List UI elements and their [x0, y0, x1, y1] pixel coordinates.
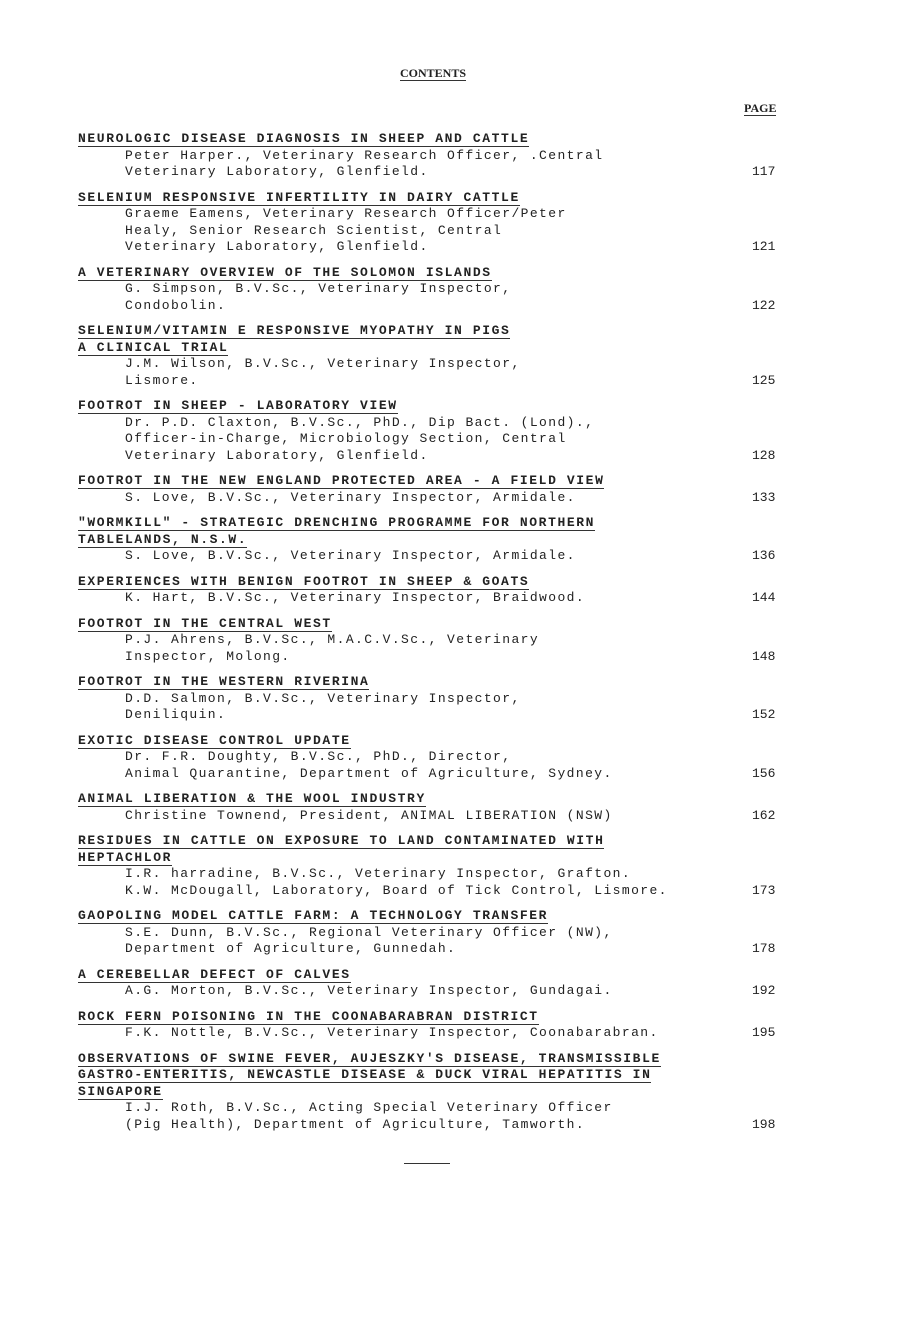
entry-title-line: EXPERIENCES WITH BENIGN FOOTROT IN SHEEP & GOATS	[78, 573, 530, 589]
entry-page-number: 198	[752, 1116, 776, 1132]
author-line: I.R. harradine, B.V.Sc., Veterinary Inspector, Grafton.	[125, 866, 632, 881]
toc-entry	[78, 190, 788, 256]
entry-title-line: ANIMAL LIBERATION & THE WOOL INDUSTRY	[78, 791, 426, 806]
entry-title	[78, 1009, 788, 1026]
entry-body	[78, 749, 788, 782]
toc-entry	[78, 967, 788, 1000]
entry-title	[78, 674, 788, 691]
entry-authors	[78, 749, 613, 782]
entry-title	[78, 833, 788, 866]
entry-authors	[78, 1025, 659, 1042]
entry-authors	[78, 925, 613, 958]
author-line: K. Hart, B.V.Sc., Veterinary Inspector, Braidwood.	[125, 590, 586, 605]
entry-body	[78, 206, 788, 256]
entry-title	[78, 574, 788, 591]
entry-title	[78, 1051, 788, 1101]
entry-authors	[78, 148, 603, 181]
entry-body	[78, 356, 788, 389]
entry-page-number: 195	[752, 1025, 776, 1040]
toc-entry	[78, 674, 788, 724]
entry-title	[78, 265, 788, 282]
entry-authors	[78, 632, 539, 665]
entry-title-line: OBSERVATIONS OF SWINE FEVER, AUJESZKY'S DISEASE, TRANSMISSIBLE	[78, 1050, 661, 1066]
entry-title	[78, 515, 788, 548]
author-line: D.D. Salmon, B.V.Sc., Veterinary Inspector,	[125, 690, 521, 706]
author-line: K.W. McDougall, Laboratory, Board of Tick Control, Lismore.	[125, 882, 668, 898]
entry-title	[78, 398, 788, 415]
entry-page-number: 117	[752, 164, 776, 179]
author-line: (Pig Health), Department of Agriculture, Tamworth.	[125, 1116, 586, 1132]
author-line: Peter Harper., Veterinary Research Officer, .Central	[125, 147, 604, 163]
entry-title-line: RESIDUES IN CATTLE ON EXPOSURE TO LAND CONTAMINATED WITH	[78, 833, 605, 848]
entry-title	[78, 733, 788, 750]
entry-page-number: 162	[752, 807, 776, 823]
toc-entry	[78, 398, 788, 464]
entry-authors	[78, 281, 511, 314]
entry-authors	[78, 206, 567, 256]
table-of-contents	[78, 131, 788, 1142]
entry-title-line: FOOTROT IN THE NEW ENGLAND PROTECTED AREA - A FIELD VIEW	[78, 473, 605, 488]
entry-authors	[78, 356, 521, 389]
author-line: I.J. Roth, B.V.Sc., Acting Special Veterinary Officer	[125, 1100, 613, 1115]
author-line: Inspector, Molong.	[125, 648, 291, 664]
author-line: Condobolin.	[125, 297, 227, 313]
entry-page-number: 136	[752, 548, 776, 563]
author-line: Dr. F.R. Doughty, B.V.Sc., PhD., Director,	[125, 749, 512, 764]
entry-authors	[78, 1100, 613, 1133]
toc-entry	[78, 574, 788, 607]
entry-body	[78, 548, 788, 565]
entry-body	[78, 415, 788, 465]
entry-title-line: SELENIUM/VITAMIN E RESPONSIVE MYOPATHY IN PIGS	[78, 323, 511, 338]
toc-entry	[78, 908, 788, 958]
entry-title-line: A CEREBELLAR DEFECT OF CALVES	[78, 966, 351, 982]
entry-title	[78, 908, 788, 925]
author-line: Lismore.	[125, 372, 199, 388]
entry-body	[78, 808, 788, 825]
contents-heading: CONTENTS	[399, 66, 467, 80]
author-line: Officer-in-Charge, Microbiology Section, Central	[125, 431, 567, 446]
toc-entry	[78, 1051, 788, 1134]
entry-title-line: FOOTROT IN THE WESTERN RIVERINA	[78, 674, 370, 689]
entry-title	[78, 791, 788, 808]
entry-authors	[78, 590, 585, 607]
entry-body	[78, 490, 788, 507]
entry-authors	[78, 490, 576, 507]
entry-title-line: A CLINICAL TRIAL	[78, 339, 229, 355]
entry-title-line: A VETERINARY OVERVIEW OF THE SOLOMON ISLANDS	[78, 264, 492, 280]
entry-title-line: GAOPOLING MODEL CATTLE FARM: A TECHNOLOGY TRANSFER	[78, 908, 549, 923]
entry-page-number: 133	[752, 489, 776, 505]
toc-entry	[78, 733, 788, 783]
toc-entry	[78, 323, 788, 389]
entry-title	[78, 190, 788, 207]
toc-entry	[78, 791, 788, 824]
author-line: S. Love, B.V.Sc., Veterinary Inspector, Armidale.	[125, 489, 576, 505]
author-line: Healy, Senior Research Scientist, Central	[125, 222, 503, 238]
entry-title-line: NEUROLOGIC DISEASE DIAGNOSIS IN SHEEP AND CATTLE	[78, 131, 530, 146]
entry-page-number: 144	[752, 590, 776, 605]
entry-page-number: 156	[752, 765, 776, 781]
entry-title	[78, 323, 788, 356]
entry-title-line: "WORMKILL" - STRATEGIC DRENCHING PROGRAMME FOR NORTHERN	[78, 515, 596, 530]
entry-body	[78, 148, 788, 181]
entry-title	[78, 616, 788, 633]
author-line: S. Love, B.V.Sc., Veterinary Inspector, Armidale.	[125, 548, 576, 563]
toc-entry	[78, 616, 788, 666]
toc-entry	[78, 131, 788, 181]
author-line: Christine Townend, President, ANIMAL LIBERATION (NSW)	[125, 807, 613, 823]
entry-title-line: SINGAPORE	[78, 1083, 163, 1099]
entry-authors	[78, 415, 594, 465]
entry-title	[78, 967, 788, 984]
entry-page-number: 125	[752, 372, 776, 388]
toc-entry	[78, 515, 788, 565]
author-line: Dr. P.D. Claxton, B.V.Sc., PhD., Dip Bact. (Lond).,	[125, 414, 595, 430]
entry-title-line: FOOTROT IN THE CENTRAL WEST	[78, 615, 332, 631]
entry-body	[78, 281, 788, 314]
page-column-header: PAGE	[744, 101, 777, 115]
author-line: Graeme Eamens, Veterinary Research Officer/Peter	[125, 206, 567, 221]
author-line: Deniliquin.	[125, 707, 227, 722]
entry-title	[78, 473, 788, 490]
entry-body	[78, 925, 788, 958]
author-line: F.K. Nottle, B.V.Sc., Veterinary Inspector, Coonabarabran.	[125, 1025, 659, 1040]
author-line: Veterinary Laboratory, Glenfield.	[125, 164, 429, 179]
end-divider	[404, 1163, 450, 1164]
author-line: P.J. Ahrens, B.V.Sc., M.A.C.V.Sc., Veterinary	[125, 632, 540, 647]
toc-entry	[78, 833, 788, 899]
author-line: A.G. Morton, B.V.Sc., Veterinary Inspector, Gundagai.	[125, 983, 613, 998]
entry-page-number: 152	[752, 707, 776, 722]
entry-page-number: 173	[752, 882, 776, 898]
author-line: Veterinary Laboratory, Glenfield.	[125, 239, 429, 254]
entry-authors	[78, 691, 521, 724]
entry-body	[78, 1100, 788, 1133]
author-line: Veterinary Laboratory, Glenfield.	[125, 447, 429, 463]
entry-title-line: TABLELANDS, N.S.W.	[78, 531, 248, 547]
entry-authors	[78, 808, 613, 825]
author-line: S.E. Dunn, B.V.Sc., Regional Veterinary Officer (NW),	[125, 924, 613, 940]
entry-body	[78, 632, 788, 665]
entry-title-line: EXOTIC DISEASE CONTROL UPDATE	[78, 732, 351, 748]
entry-body	[78, 590, 788, 607]
entry-body	[78, 691, 788, 724]
entry-body	[78, 1025, 788, 1042]
entry-title-line: ROCK FERN POISONING IN THE COONABARABRAN DISTRICT	[78, 1008, 539, 1024]
author-line: G. Simpson, B.V.Sc., Veterinary Inspector,	[125, 281, 512, 296]
entry-page-number: 121	[752, 239, 776, 254]
entry-title-line: HEPTACHLOR	[78, 849, 173, 865]
author-line: Department of Agriculture, Gunnedah.	[125, 941, 457, 956]
entry-page-number: 128	[752, 447, 776, 463]
entry-page-number: 148	[752, 648, 776, 664]
entry-title-line: SELENIUM RESPONSIVE INFERTILITY IN DAIRY CATTLE	[78, 189, 520, 205]
entry-title-line: GASTRO-ENTERITIS, NEWCASTLE DISEASE & DUCK VIRAL HEPATITIS IN	[78, 1067, 652, 1082]
entry-page-number: 122	[752, 297, 776, 313]
author-line: Animal Quarantine, Department of Agriculture, Sydney.	[125, 765, 613, 781]
toc-entry	[78, 473, 788, 506]
toc-entry	[78, 1009, 788, 1042]
entry-title-line: FOOTROT IN SHEEP - LABORATORY VIEW	[78, 398, 398, 413]
entry-body	[78, 866, 788, 899]
entry-authors	[78, 548, 576, 565]
entry-authors	[78, 983, 613, 1000]
author-line: J.M. Wilson, B.V.Sc., Veterinary Inspector,	[125, 356, 521, 371]
entry-body	[78, 983, 788, 1000]
entry-page-number: 192	[752, 983, 776, 998]
entry-page-number: 178	[752, 941, 776, 956]
entry-title	[78, 131, 788, 148]
toc-entry	[78, 265, 788, 315]
entry-authors	[78, 866, 668, 899]
